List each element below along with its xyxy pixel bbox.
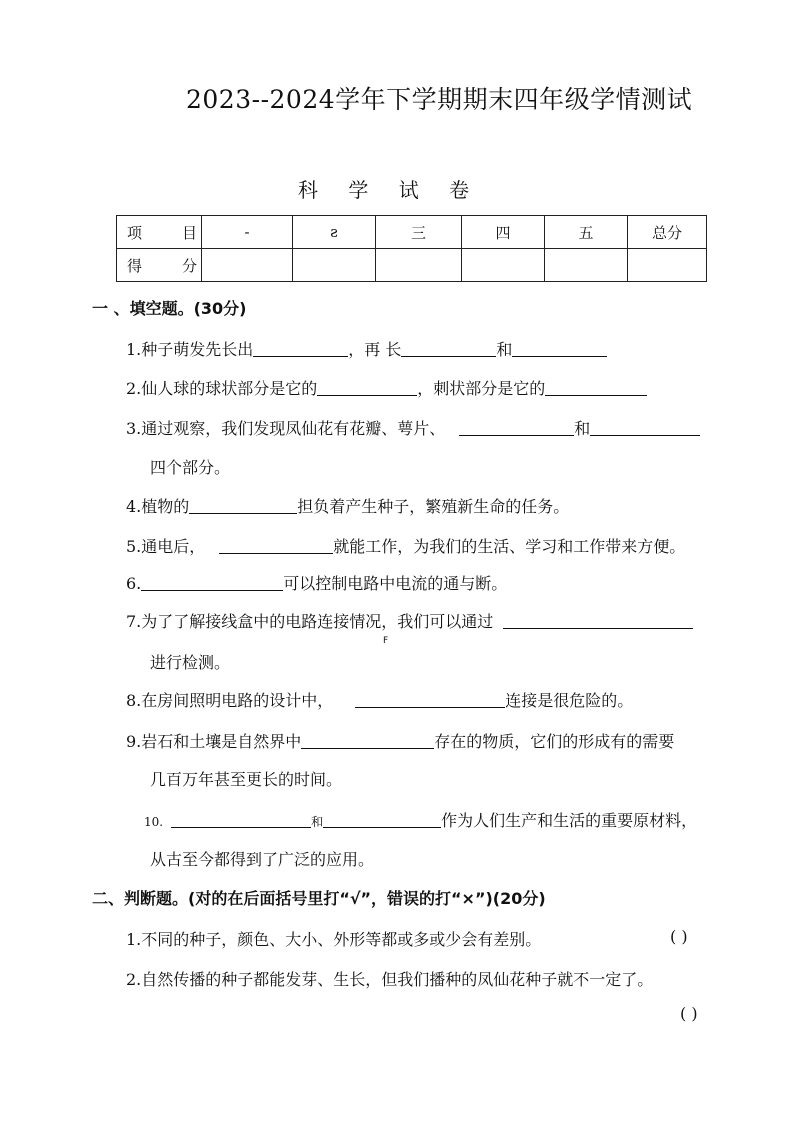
score-cell[interactable] — [202, 249, 293, 282]
answer-blank[interactable] — [545, 379, 647, 396]
answer-blank[interactable] — [355, 691, 505, 708]
score-cell[interactable] — [293, 249, 376, 282]
answer-paren[interactable]: ( ) — [680, 1004, 698, 1023]
section1-heading: 一 、填空题。(30分) — [92, 299, 247, 318]
answer-blank[interactable] — [317, 379, 417, 396]
score-cell[interactable] — [462, 249, 545, 282]
answer-blank[interactable] — [459, 419, 574, 436]
row-head-score: 得 分 — [117, 249, 202, 282]
score-table — [116, 215, 707, 282]
judge-question-2: 2.自然传播的种子都能发芽、生长，但我们播种的凤仙花种子就不一定了。 — [126, 970, 654, 989]
subtitle-char: 试 — [398, 178, 419, 202]
question-7: 7.为了了解接线盒中的电路连接情况，我们可以通过 — [126, 609, 693, 632]
question-3: 3.通过观察，我们发现凤仙花有花瓣、萼片、 和 — [126, 416, 700, 439]
score-cell[interactable] — [376, 249, 462, 282]
answer-blank[interactable] — [141, 574, 283, 591]
col-4: 四 — [462, 216, 545, 249]
answer-blank[interactable] — [219, 537, 333, 554]
question-5: 5.通电后， 就能工作，为我们的生活、学习和工作带来方便。 — [126, 537, 686, 556]
question-1: 1.种子萌发先长出 ，再 长 和 — [126, 337, 607, 360]
question-7-cont: 进行检测。 — [150, 653, 231, 672]
answer-blank[interactable] — [301, 732, 434, 749]
question-9-cont: 几百万年甚至更长的时间。 — [150, 770, 343, 789]
col-5: 五 — [545, 216, 628, 249]
col-3: 三 — [376, 216, 462, 249]
answer-blank[interactable] — [323, 811, 441, 828]
question-9: 9.岩石和土壤是自然界中 存在的物质，它们的形成有的需要 — [126, 732, 675, 751]
answer-blank[interactable] — [512, 340, 607, 357]
col-total: 总分 — [628, 216, 707, 249]
question-3-cont: 四个部分。 — [150, 458, 231, 477]
subtitle-char: 科 — [298, 178, 318, 202]
subtitle-char: 学 — [348, 178, 369, 202]
question-10-cont: 从古至今都得到了广泛的应用。 — [150, 850, 375, 869]
score-table-header-row — [117, 216, 707, 249]
score-table-score-row — [117, 249, 707, 282]
answer-blank[interactable] — [253, 340, 348, 357]
answer-blank[interactable] — [171, 811, 311, 828]
subtitle-char: 卷 — [449, 178, 470, 202]
answer-blank[interactable] — [189, 497, 297, 514]
answer-blank[interactable] — [503, 612, 693, 629]
score-cell[interactable] — [545, 249, 628, 282]
question-8: 8.在房间照明电路的设计中， 连接是很危险的。 — [126, 691, 634, 710]
answer-blank[interactable] — [590, 419, 700, 436]
question-6: 6. 可以控制电路中电流的通与断。 — [126, 574, 508, 593]
judge-question-1: 1.不同的种子，颜色、大小、外形等都或多或少会有差别。 — [126, 930, 542, 949]
col-1: - — [202, 216, 293, 249]
col-2: ƨ — [293, 216, 376, 249]
question-2: 2.仙人球的球状部分是它的 ，刺状部分是它的 — [126, 376, 647, 399]
exam-title: 2023--2024学年下学期期末四年级学情测试 — [186, 85, 693, 114]
section2-heading: 二、判断题。(对的在后面括号里打“√”，错误的打“×”)(20分) — [92, 889, 546, 908]
question-4: 4.植物的 担负着产生种子，繁殖新生命的任务。 — [126, 497, 570, 516]
stray-mark: F — [383, 636, 389, 646]
answer-paren[interactable]: ( ) — [670, 927, 688, 946]
score-cell[interactable] — [628, 249, 707, 282]
exam-subtitle — [298, 174, 493, 203]
row-head-item: 项 目 — [117, 216, 202, 249]
answer-blank[interactable] — [401, 340, 496, 357]
question-10: 10. 和 作为人们生产和生活的重要原材料， — [144, 811, 698, 830]
